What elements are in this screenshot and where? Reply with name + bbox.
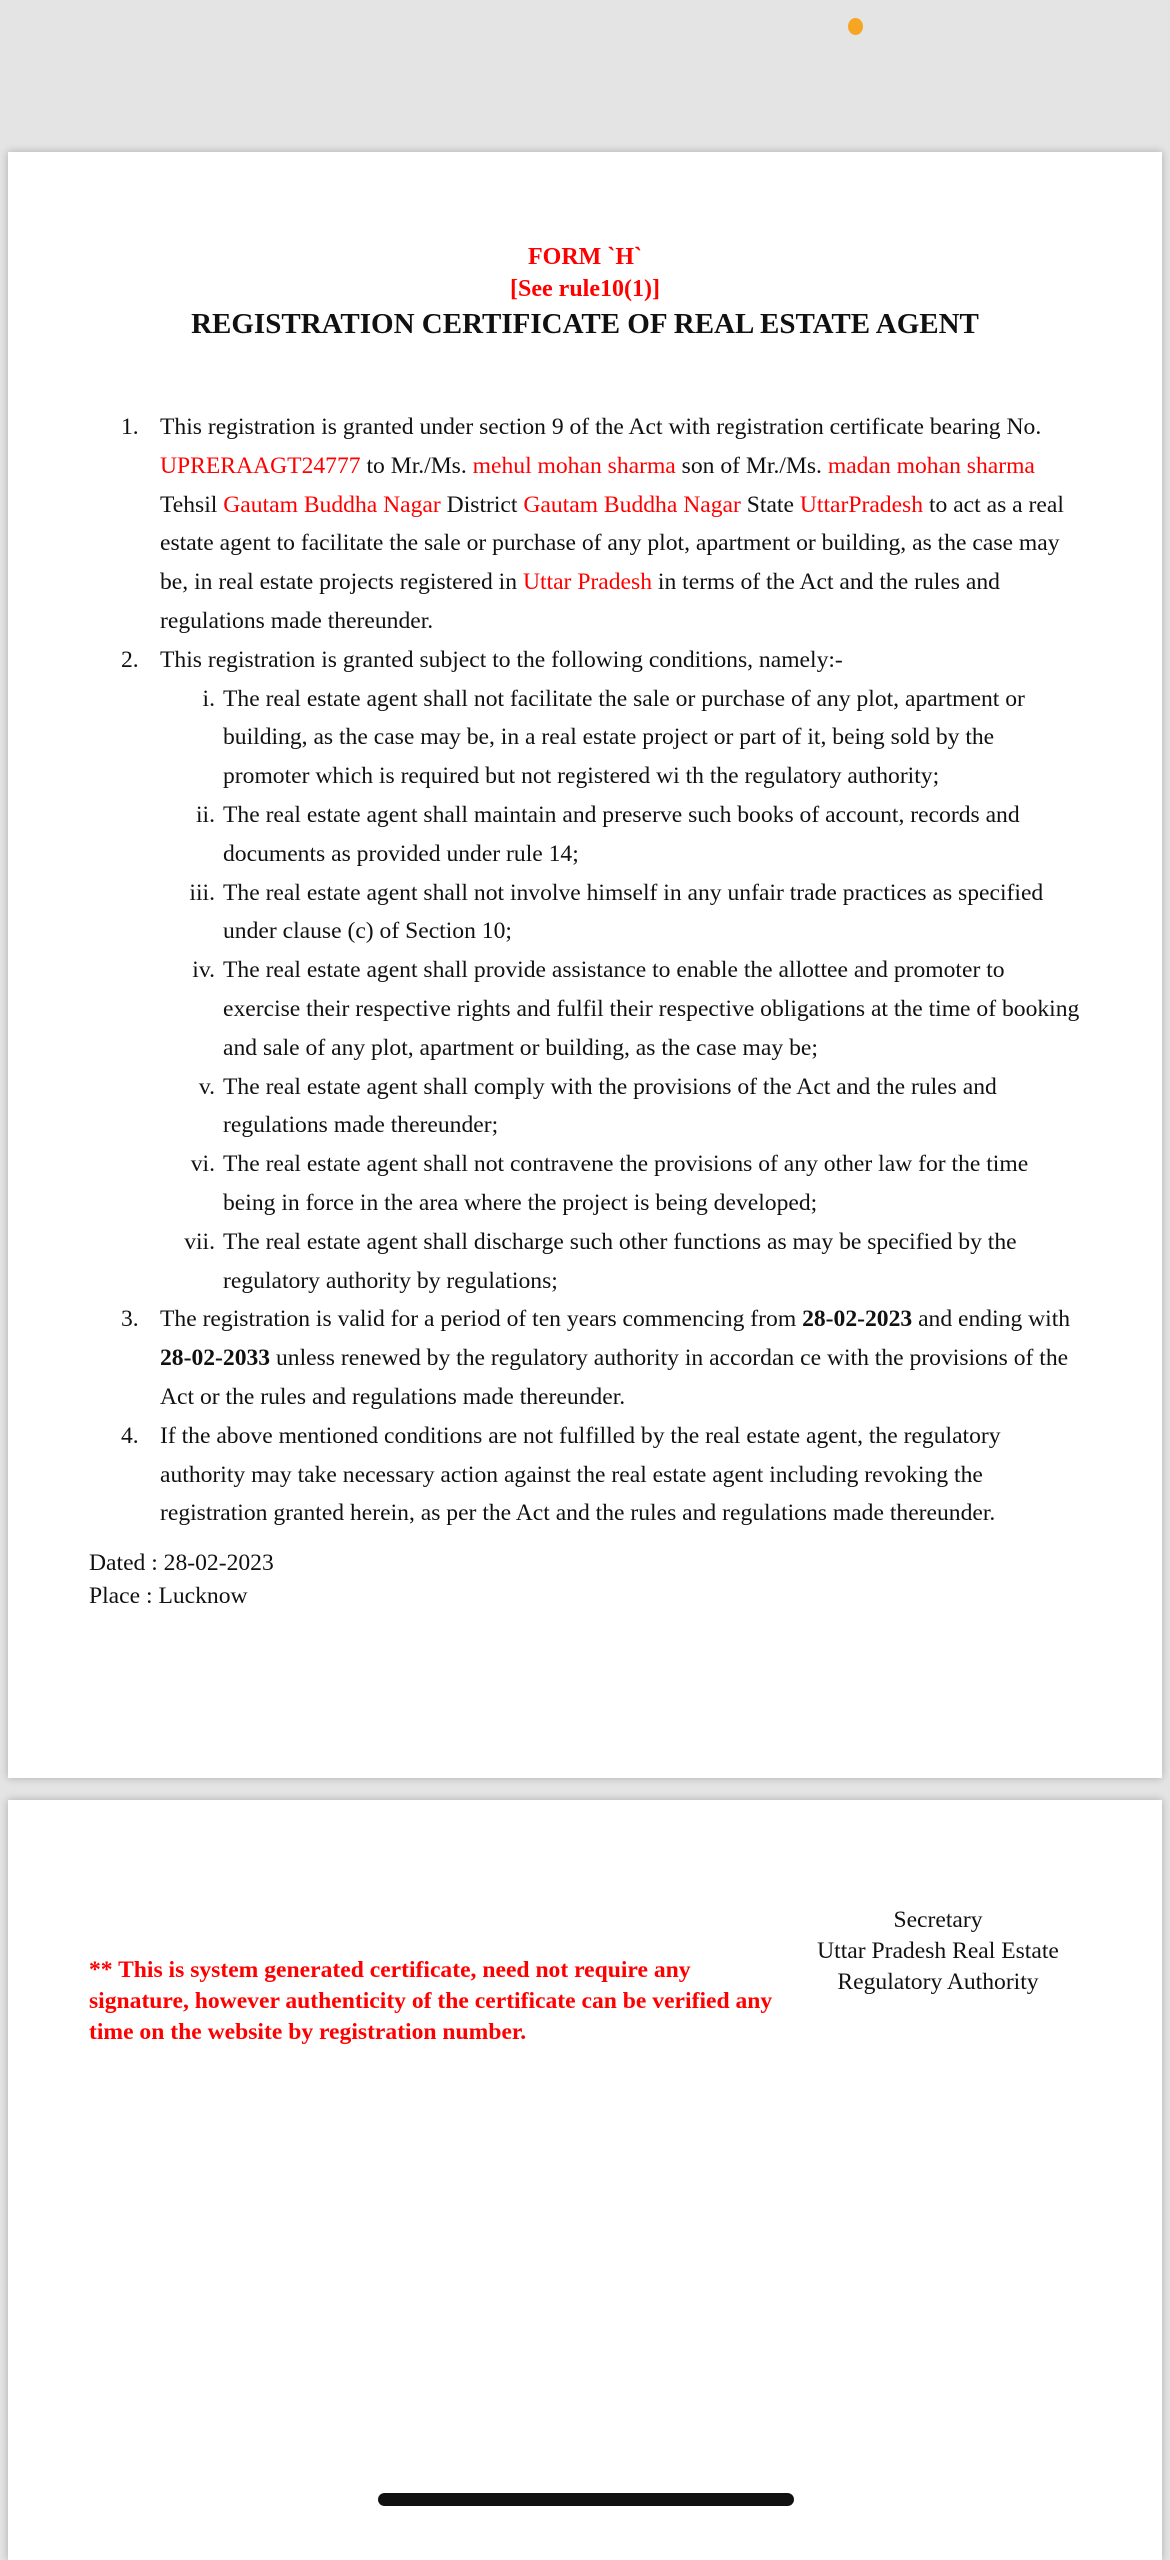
rule-reference: [See rule10(1)] [510,276,660,302]
clause-number: 4. [121,1422,139,1449]
district: Gautam Buddha Nagar [523,491,741,518]
agent-name: mehul mohan sharma [472,452,676,479]
certificate-title: REGISTRATION CERTIFICATE OF REAL ESTATE AGENT [191,308,979,340]
text: State [740,491,800,518]
condition-number: v. [198,1073,215,1100]
condition-text: The real estate agent shall not facilitate the sale or purchase of any plot, apartment or building, as the case may be, in a real estate project or part of it, being sold by the promoter which is required but not registered wi th the regulatory authority; [223,685,1025,790]
dated: Dated : 28-02-2023 [89,1550,274,1576]
text: unless renewed by the regulatory authority in accordan ce with the provisions of the Act or the rules and regulations made thereunder. [160,1345,1069,1410]
parent-name: madan mohan sharma [827,452,1035,479]
clause-number: 2. [121,646,139,673]
place: Place : Lucknow [89,1583,248,1609]
condition-iv [121,951,1081,1067]
form-label: FORM `H` [528,244,642,270]
text: to Mr./Ms. [360,452,473,479]
text: in terms of the Act and the rules and regulations made thereunder. [160,569,1000,634]
status-indicator-dot [848,18,863,35]
text: The registration is valid for a period of ten years commencing from [160,1306,803,1333]
text: to act as a real estate agent to facilitate the sale or purchase of any plot, apartment or building, as the case may be, in real estate projects registered in [160,491,1064,596]
home-indicator[interactable] [378,2493,794,2506]
text: District [440,491,524,518]
clause-4 [121,1417,1081,1533]
state: UttarPradesh [799,491,924,518]
certificate-body [121,408,1081,1533]
clause-text: This registration is granted subject to the following conditions, namely:- [160,646,843,673]
signatory-title: Secretary [893,1907,983,1933]
condition-vi [121,1145,1081,1223]
condition-i [121,680,1081,796]
clause-text: If the above mentioned conditions are not fulfilled by the real estate agent, the regulatory authority may take necessary action against the real estate agent including revoking the registration granted herein, as per the Act and the rules and regulations made thereunder. [160,1422,1001,1527]
condition-ii [121,796,1081,874]
condition-number: vi. [190,1151,215,1178]
text: Tehsil [160,491,224,518]
text: and ending with [912,1306,1071,1333]
signatory-org-line1: Uttar Pradesh Real Estate [817,1938,1059,1964]
issue-details [89,1547,274,1613]
project-state: Uttar Pradesh [522,569,653,596]
text: son of Mr./Ms. [675,452,828,479]
condition-text: The real estate agent shall not contravene the provisions of any other law for the time being in force in the area where the project is being developed; [223,1151,1029,1216]
condition-number: iv. [192,957,215,984]
valid-from-date: 28-02-2023 [802,1306,913,1333]
tehsil: Gautam Buddha Nagar [223,491,441,518]
registration-number: UPRERAAGT24777 [160,452,361,479]
text: This registration is granted under section 9 of the Act with registration certificate bearing No. [160,414,1042,440]
condition-number: vii. [184,1228,215,1255]
condition-number: ii. [195,801,215,828]
clause-1 [121,408,1081,641]
signatory-block [783,1905,1093,1998]
condition-vii [121,1223,1081,1301]
valid-until-date: 28-02-2033 [160,1345,271,1372]
condition-text: The real estate agent shall comply with the provisions of the Act and the rules and regulations made thereunder; [223,1073,997,1139]
condition-text: The real estate agent shall provide assistance to enable the allottee and promoter to exercise their respective rights and fulfil their respective obligations at the time of booking and sale of any plot, apartment or building, as the case may be; [223,957,1080,1061]
certificate-page-2 [8,1800,1162,2560]
condition-number: i. [202,685,215,712]
system-generated-note: ** This is system generated certificate, need not require any signature, however authenticity of the certificate can be verified any time on the website by registration number. [89,1957,773,2045]
condition-text: The real estate agent shall not involve himself in any unfair trade practices as specified under clause (c) of Section 10; [223,879,1044,945]
signatory-org-line2: Regulatory Authority [837,1969,1039,1995]
certificate-page-1 [8,152,1162,1778]
condition-v [121,1068,1081,1146]
condition-text: The real estate agent shall maintain and preserve such books of account, records and documents as provided under rule 14; [223,801,1020,867]
clause-2 [121,641,1081,680]
clause-3 [121,1300,1081,1416]
condition-iii [121,874,1081,952]
clause-number: 3. [121,1306,139,1333]
condition-number: iii. [189,879,215,906]
clause-number: 1. [121,414,139,440]
condition-text: The real estate agent shall discharge such other functions as may be specified by the regulatory authority by regulations; [223,1228,1017,1294]
